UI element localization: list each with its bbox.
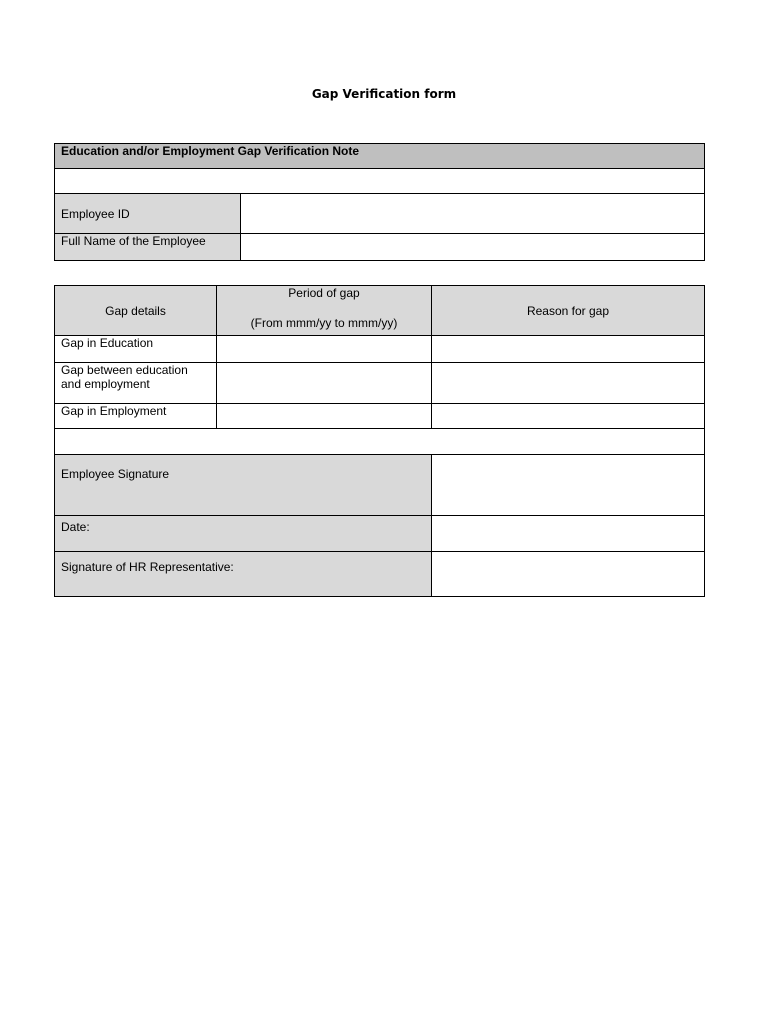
- gap-details-header: Gap details: [55, 286, 217, 336]
- employee-name-field[interactable]: [241, 234, 705, 261]
- period-header-line2: (From mmm/yy to mmm/yy): [250, 315, 398, 330]
- gap-details-table: [54, 285, 705, 597]
- period-header-line1: Period of gap: [288, 285, 360, 300]
- employee-id-label: Employee ID: [55, 194, 241, 234]
- gap-period-field[interactable]: [217, 336, 432, 363]
- gap-period-field[interactable]: [217, 363, 432, 404]
- date-label: Date:: [55, 516, 432, 552]
- hr-signature-label: Signature of HR Representative:: [55, 552, 432, 597]
- date-field[interactable]: [432, 516, 705, 552]
- employee-id-field[interactable]: [241, 194, 705, 234]
- employee-name-label: Full Name of the Employee: [55, 234, 241, 261]
- gap-verification-note-table: [54, 143, 705, 261]
- gap-reason-field[interactable]: [432, 404, 705, 429]
- gap-row-label: Gap in Employment: [55, 404, 217, 429]
- gap-reason-field[interactable]: [432, 336, 705, 363]
- gap-row-label: Gap in Education: [55, 336, 217, 363]
- period-header: [217, 286, 432, 336]
- page-title: Gap Verification form: [311, 87, 457, 101]
- gap-row-label: Gap between education and employment: [55, 363, 217, 404]
- employee-signature-label: Employee Signature: [55, 455, 432, 516]
- hr-signature-field[interactable]: [432, 552, 705, 597]
- blank-row: [55, 169, 705, 194]
- note-table-header: Education and/or Employment Gap Verification Note: [55, 144, 705, 169]
- blank-row: [55, 429, 705, 455]
- reason-header: Reason for gap: [432, 286, 705, 336]
- employee-signature-field[interactable]: [432, 455, 705, 516]
- gap-reason-field[interactable]: [432, 363, 705, 404]
- gap-period-field[interactable]: [217, 404, 432, 429]
